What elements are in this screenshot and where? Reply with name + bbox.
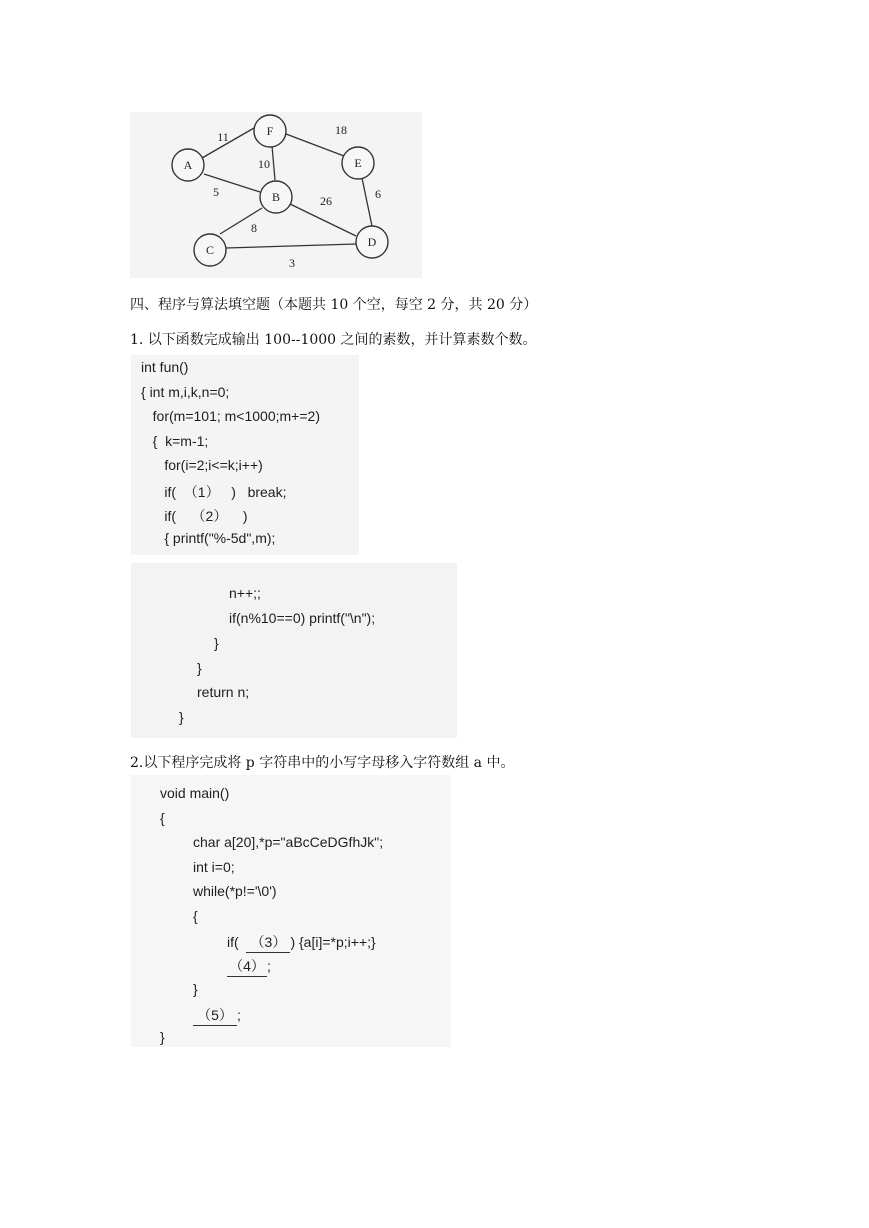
code-line: { bbox=[193, 908, 198, 924]
code-line-blank-2: if( （2） ) bbox=[141, 508, 248, 524]
weight-F-B: 10 bbox=[258, 157, 270, 171]
code-line: char a[20],*p="aBcCeDGfhJk"; bbox=[193, 834, 384, 850]
weight-B-C: 8 bbox=[251, 221, 257, 235]
blank-3: （3） bbox=[246, 932, 290, 953]
code-line: } bbox=[179, 709, 184, 725]
code-line: } bbox=[214, 635, 219, 651]
blank-5: （5） bbox=[193, 1005, 237, 1026]
code-line: n++;; bbox=[229, 585, 261, 601]
code-text: ) {a[i]=*p;i++;} bbox=[290, 934, 376, 950]
edge-F-E bbox=[286, 134, 344, 156]
node-label-F: F bbox=[266, 124, 274, 138]
code-line: void main() bbox=[160, 785, 230, 801]
edge-C-D bbox=[226, 244, 356, 248]
node-label-D: D bbox=[367, 235, 377, 249]
weighted-graph bbox=[130, 112, 422, 278]
code-line: if(n%10==0) printf("\n"); bbox=[229, 610, 376, 626]
graph-figure bbox=[130, 112, 422, 278]
code-line-blank-1: if( （1） ) break; bbox=[141, 484, 287, 500]
weight-E-D: 6 bbox=[375, 187, 381, 201]
code-line: int i=0; bbox=[193, 859, 235, 875]
code-text: ; bbox=[267, 958, 271, 974]
code-line: int fun() bbox=[141, 359, 189, 375]
code-line: } bbox=[193, 981, 198, 997]
code-line-blank-3 bbox=[227, 932, 376, 953]
weight-C-D: 3 bbox=[289, 256, 295, 270]
section-heading: 四、程序与算法填空题（本题共 10 个空，每空 2 分，共 20 分） bbox=[130, 297, 538, 313]
code-line: while(*p!='\0') bbox=[193, 883, 277, 899]
code-text: if( bbox=[227, 934, 239, 950]
code-line: } bbox=[197, 660, 202, 676]
code-line: { bbox=[160, 810, 165, 826]
edge-E-D bbox=[362, 178, 372, 226]
code-line: { k=m-1; bbox=[141, 433, 209, 449]
code-line: { int m,i,k,n=0; bbox=[141, 384, 230, 400]
edge-B-D bbox=[290, 204, 356, 236]
code-line: return n; bbox=[197, 684, 250, 700]
weight-A-F: 11 bbox=[217, 130, 229, 144]
code-line: { printf("%-5d",m); bbox=[141, 530, 276, 546]
q2-code-block bbox=[131, 775, 451, 1047]
edge-F-B bbox=[272, 146, 275, 180]
node-label-C: C bbox=[205, 243, 215, 257]
node-label-A: A bbox=[183, 158, 193, 172]
code-line-blank-5 bbox=[193, 1005, 241, 1026]
q1-code-block-1 bbox=[131, 355, 359, 555]
weight-B-D: 26 bbox=[320, 194, 332, 208]
weight-A-B: 5 bbox=[213, 185, 219, 199]
question-1-prompt: 1. 以下函数完成输出 100--1000 之间的素数，并计算素数个数。 bbox=[130, 332, 537, 348]
node-label-E: E bbox=[354, 156, 362, 170]
code-line: } bbox=[160, 1029, 165, 1045]
weight-F-E: 18 bbox=[335, 123, 347, 137]
question-2-prompt: 2.以下程序完成将 p 字符串中的小写字母移入字符数组 a 中。 bbox=[130, 755, 515, 771]
code-line-blank-4 bbox=[227, 956, 271, 977]
node-label-B: B bbox=[271, 190, 281, 204]
q1-code-block-2 bbox=[131, 563, 457, 738]
code-text: ; bbox=[237, 1007, 241, 1023]
code-line: for(i=2;i<=k;i++) bbox=[141, 457, 263, 473]
code-line: for(m=101; m<1000;m+=2) bbox=[141, 408, 320, 424]
blank-4: （4） bbox=[227, 956, 267, 977]
